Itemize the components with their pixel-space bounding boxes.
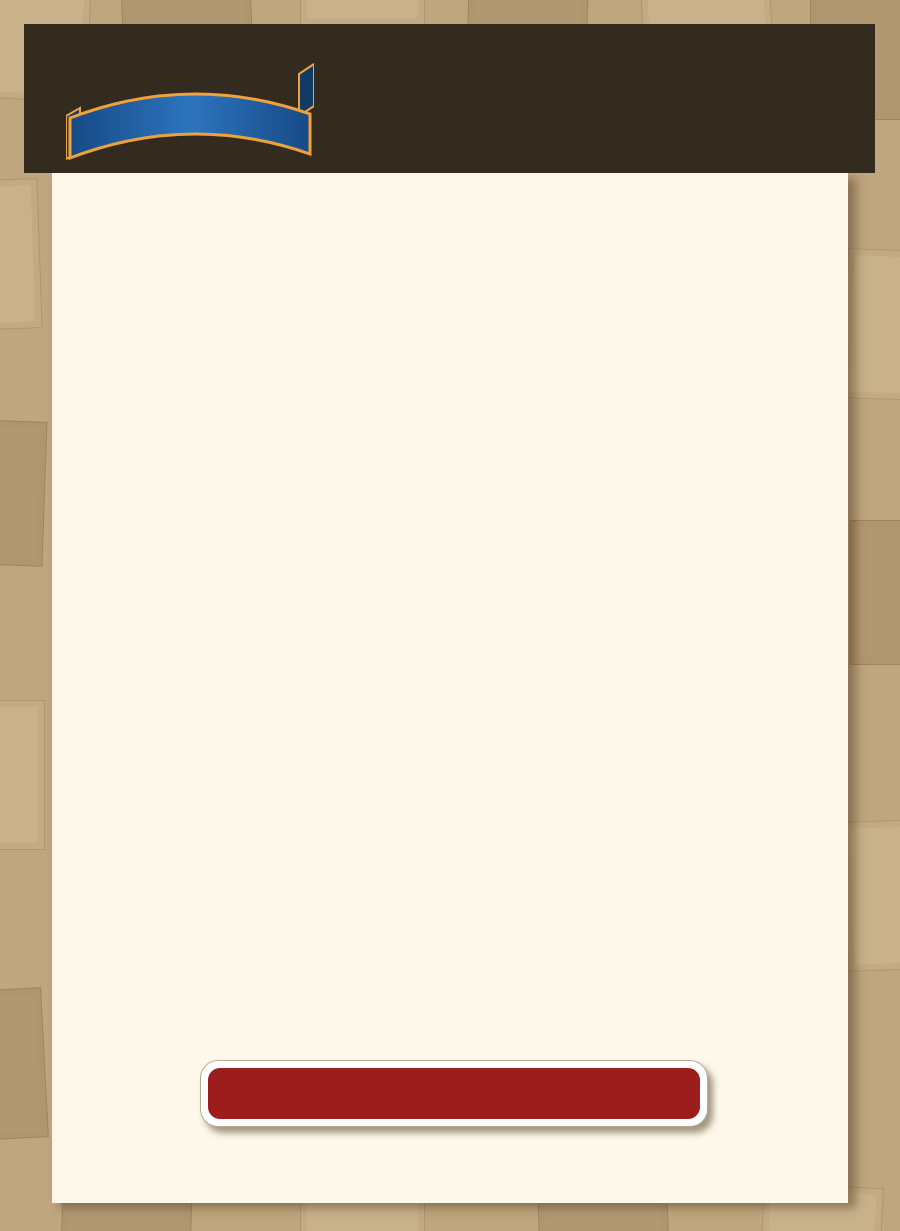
background-card: [850, 520, 900, 665]
header-titles: [314, 24, 857, 173]
background-card: [0, 418, 47, 567]
content-panel: [52, 173, 848, 1203]
background-card: [0, 987, 49, 1143]
header-bar: [24, 24, 875, 173]
background-card: [0, 178, 43, 332]
background-card: [842, 818, 900, 972]
grading-stats-table: [52, 313, 848, 1033]
background-card: [842, 248, 900, 402]
final-grade-button[interactable]: [200, 1060, 708, 1127]
background-card: [300, 0, 425, 25]
logo-ribbon: [66, 54, 314, 159]
background-card: [0, 700, 45, 850]
final-grade-button-face: [208, 1068, 700, 1119]
